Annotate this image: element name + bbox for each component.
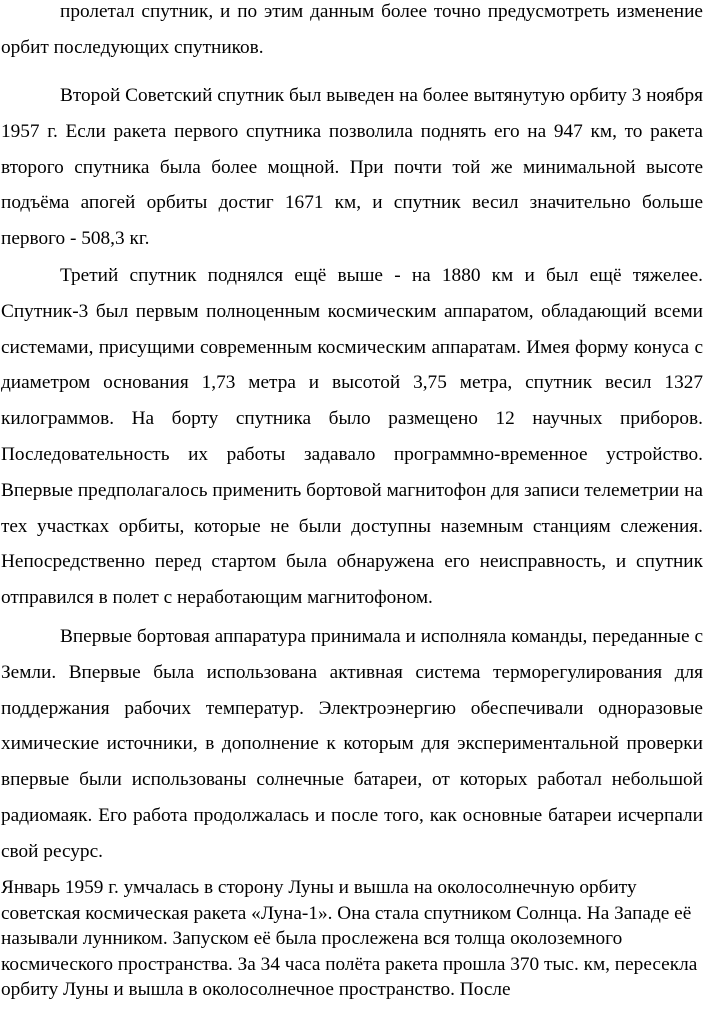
paragraph-onboard-equipment: Впервые бортовая аппаратура принимала и исполняла команды, переданные с Земли. Впервые была использована активная система терморегулирования для поддержания рабочих температур. Электроэнергию обеспечивали одноразовые химические источники, в дополнение к которым для экспериментальной проверки впервые были использованы солнечные батареи, от которых работал небольшой радиомаяк. Его работа продолжалась и после того, как основные батареи исчерпали свой ресурс. — [1, 626, 703, 862]
paragraph-luna-1: Январь 1959 г. умчалась в сторону Луны и вышла на околосолнечную орбиту советская космическая ракета «Луна-1». Она стала спутником Солнца. На Западе её называли лунником. Запуском её была прослежена вся толща околоземного космического пространства. За 34 часа полёта ракета прошла 370 тыс. км, пересекла орбиту Луны и вышла в околосолнечное пространство. После — [1, 877, 698, 1001]
paragraph-continuation: пролетал спутник, и по этим данным более точно предусмотреть изменение орбит последующих спутников. — [1, 1, 703, 58]
paragraph-second-satellite: Второй Советский спутник был выведен на более вытянутую орбиту 3 ноября 1957 г. Если ракета первого спутника позволила поднять его на 947 км, то ракета второго спутника была более мощной. При почти той же минимальной высоте подъёма апогей орбиты достиг 1671 км, и спутник весил значительно больше первого - 508,3 кг. — [1, 85, 703, 250]
paragraph-third-satellite: Третий спутник поднялся ещё выше - на 1880 км и был ещё тяжелее. Спутник-3 был первым полноценным космическим аппаратом, обладающий всеми системами, присущими современным космическим аппаратам. Имея форму конуса с диаметром основания 1,73 метра и высотой 3,75 метра, спутник весил 1327 килограммов. На борту спутника было размещено 12 научных приборов. Последовательность их работы задавало программно-временное устройство. Впервые предполагалось применить бортовой магнитофон для записи телеметрии на тех участках орбиты, которые не были доступны наземным станциям слежения. Непосредственно перед стартом была обнаружена его неисправность, и спутник отправился в полет с неработающим магнитофоном. — [1, 265, 703, 609]
